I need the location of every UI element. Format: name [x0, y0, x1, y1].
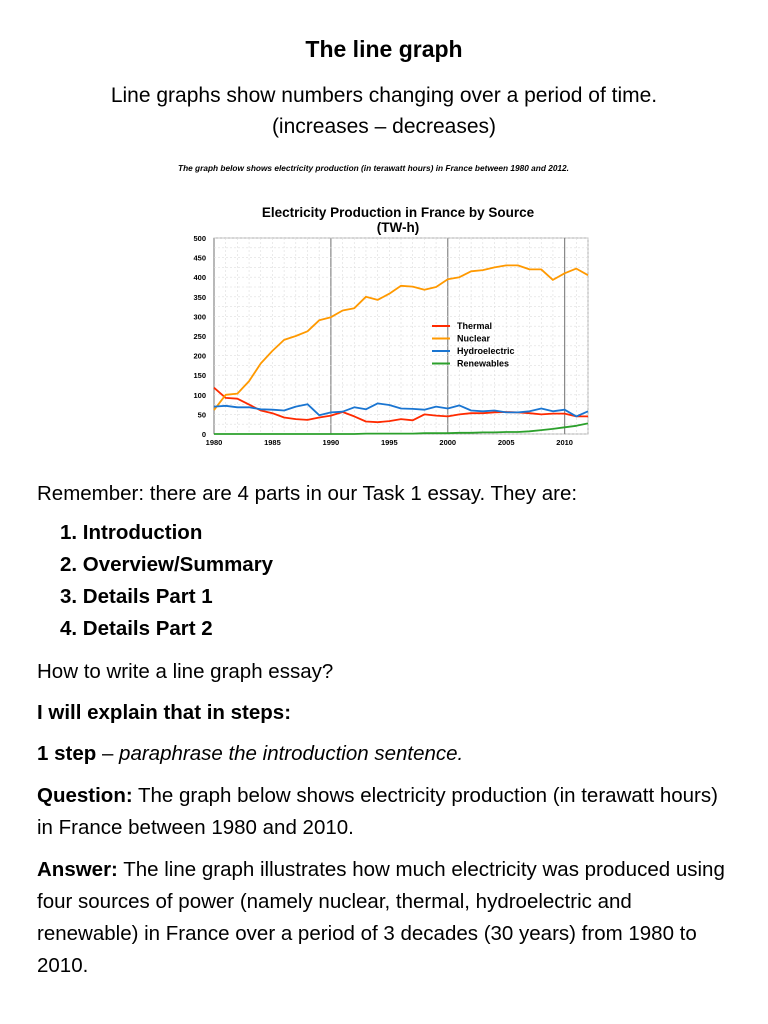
step-1-dash: – [96, 742, 120, 765]
y-tick-label: 500 [193, 234, 206, 243]
question-text: The graph below shows electricity production (in terawatt hours) in France between 1980 and 2010. [37, 784, 718, 839]
step-1-line [37, 738, 463, 770]
step-item-overview: 2. Overview/Summary [60, 553, 274, 576]
y-tick-label: 150 [193, 371, 206, 381]
remember-text: Remember: there are 4 parts in our Task 1 essay. They are: [37, 482, 578, 505]
intro-line-1: Line graphs show numbers changing over a period of time. [110, 84, 658, 107]
line-chart [170, 160, 595, 456]
step-item-details-1: 3. Details Part 1 [60, 585, 213, 608]
question-label: Question: [37, 784, 133, 807]
y-tick-label: 250 [193, 332, 206, 341]
x-tick-label: 2010 [556, 438, 573, 447]
figure-caption: The graph below shows electricity production (in terawatt hours) in France between 1980 and 2012. [178, 163, 569, 173]
step-item-introduction: 1. Introduction [60, 521, 203, 544]
y-tick-label: 50 [197, 410, 206, 420]
y-tick-label: 200 [193, 351, 206, 361]
answer-text: The line graph illustrates how much electricity was produced using four sources of power (namely nuclear, thermal, hydroelectric and renewable) in France over a period of 3 decades (30 years) from 1980 to 2010. [37, 858, 725, 977]
x-tick-label: 1990 [322, 438, 340, 447]
y-tick-label: 400 [193, 273, 206, 283]
y-tick-label: 100 [193, 390, 206, 400]
legend-label-nuclear: Nuclear [457, 333, 491, 344]
y-tick-label: 0 [201, 430, 206, 439]
x-tick-label: 2005 [497, 438, 515, 447]
question-paragraph [37, 780, 737, 844]
answer-label: Answer: [37, 858, 118, 881]
steps-list [60, 517, 273, 645]
chart-figure [170, 160, 595, 456]
page-title: The line graph [305, 36, 463, 62]
how-to-question: How to write a line graph essay? [37, 660, 334, 683]
explain-heading: I will explain that in steps: [37, 701, 292, 724]
chart-subtitle: (TW-h) [376, 220, 420, 235]
legend-label-hydroelectric: Hydroelectric [457, 346, 515, 356]
x-tick-label: 2000 [439, 438, 457, 447]
y-tick-label: 450 [193, 253, 206, 263]
step-1-label: 1 step [37, 742, 97, 765]
step-1-text: paraphrase the introduction sentence. [119, 742, 464, 765]
x-tick-label: 1995 [380, 438, 398, 447]
legend-label-renewables: Renewables [457, 358, 510, 369]
step-item-details-2: 4. Details Part 2 [60, 617, 213, 640]
y-tick-label: 350 [193, 292, 206, 302]
chart-title: Electricity Production in France by Source [261, 205, 535, 220]
x-tick-label: 1980 [205, 438, 223, 447]
intro-line-2: (increases – decreases) [271, 115, 497, 138]
x-tick-label: 1985 [264, 438, 281, 447]
answer-paragraph [37, 854, 737, 982]
legend-label-thermal: Thermal [457, 321, 493, 331]
y-tick-label: 300 [193, 312, 206, 322]
